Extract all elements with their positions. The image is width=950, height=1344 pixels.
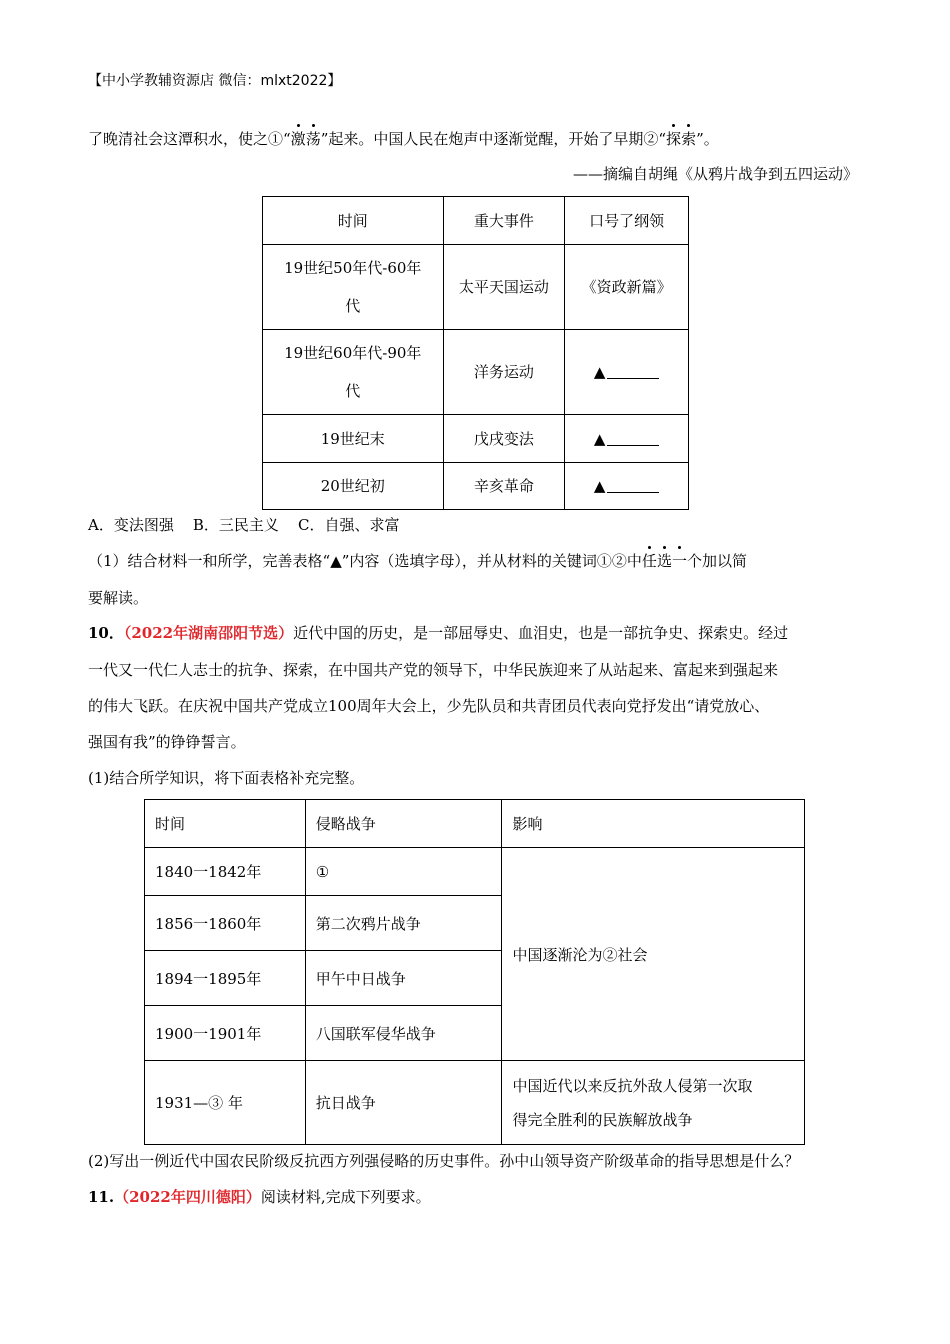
time-cell: 20世纪初 [263, 463, 444, 510]
header-note: 【中小学教辅资源店 微信：mlxt2022】 [88, 73, 342, 89]
emphasis-char: 一 [671, 552, 687, 570]
material-line [88, 128, 719, 149]
emphasis-char: 任 [641, 552, 657, 570]
war-cell: ① [305, 848, 502, 896]
event-cell: 辛亥革命 [443, 463, 565, 510]
material-text-c: ”。 [696, 130, 719, 148]
war-cell: 第二次鸦片战争 [305, 896, 502, 951]
question-10-sub1: (1)结合所学知识，将下面表格补充完整。 [88, 769, 365, 787]
question-9-1 [88, 550, 747, 571]
time-cell: 19世纪末 [263, 415, 444, 463]
question-10-line4: 强国有我”的铮铮誓言。 [88, 733, 246, 751]
slogan-cell [565, 463, 689, 510]
material-text-a: 了晚清社会这潭积水，使之①“ [88, 130, 291, 148]
source-tag: （2022年湖南邵阳节选） [123, 624, 294, 642]
table-row [263, 330, 689, 415]
emphasis-char: 选 [656, 552, 672, 570]
emphasis-char: 激 [290, 130, 306, 148]
table-header-cell: 口号了纲领 [565, 197, 689, 245]
table-header-row [263, 197, 689, 245]
table-row [145, 848, 805, 896]
event-cell: 洋务运动 [443, 330, 565, 415]
table-row [263, 463, 689, 510]
impact-cell: 中国近代以来反抗外敌人侵第一次取 得完全胜利的民族解放战争 [502, 1061, 805, 1145]
table-row [263, 245, 689, 330]
answer-blank[interactable] [607, 364, 659, 379]
table-header-row [145, 800, 805, 848]
material-source: ——摘编自胡绳《从鸦片战争到五四运动》 [572, 165, 858, 183]
source-tag: （2022年四川德阳） [114, 1188, 261, 1206]
triangle-marker: ▲ [593, 429, 606, 448]
question-text: （1）结合材料一和所学，完善表格“▲”内容（选填字母），并从材料的关键词①②中 [88, 552, 642, 570]
question-10 [88, 622, 788, 643]
table-row [263, 415, 689, 463]
table-row [145, 1061, 805, 1145]
time-cell: 1840一1842年 [145, 848, 306, 896]
emphasis-char: 索 [681, 130, 697, 148]
wars-table [144, 799, 805, 1145]
question-number: 10． [88, 624, 124, 642]
triangle-marker: ▲ [593, 363, 606, 381]
question-text: 近代中国的历史，是一部屈辱史、血泪史，也是一部抗争史、探索史。经过 [293, 624, 789, 642]
table-header-cell: 影响 [502, 800, 805, 848]
table-header-cell: 时间 [145, 800, 306, 848]
time-cell: 1856一1860年 [145, 896, 306, 951]
triangle-marker: ▲ [593, 477, 606, 495]
slogan-cell: 《资政新篇》 [565, 245, 689, 330]
table-header-cell: 侵略战争 [305, 800, 502, 848]
question-9-1-cont: 要解读。 [88, 589, 149, 607]
answer-options: A．变法图强 B．三民主义 C．自强、求富 [88, 516, 400, 534]
war-cell: 八国联军侵华战争 [305, 1006, 502, 1061]
emphasis-char: 探 [666, 130, 682, 148]
question-11 [88, 1186, 431, 1207]
material-text-b: ”起来。中国人民在炮声中逐渐觉醒，开始了早期②“ [320, 130, 667, 148]
answer-blank[interactable] [607, 431, 659, 446]
emphasis-char: 荡 [305, 130, 321, 148]
war-cell: 抗日战争 [305, 1061, 502, 1145]
time-cell: 19世纪60年代-90年 代 [263, 330, 444, 415]
impact-merged-cell: 中国逐渐沦为②社会 [502, 848, 805, 1061]
time-cell: 19世纪50年代-60年 代 [263, 245, 444, 330]
question-text: 阅读材料,完成下列要求。 [260, 1188, 431, 1206]
slogan-cell [565, 415, 689, 463]
event-cell: 戊戌变法 [443, 415, 565, 463]
answer-blank[interactable] [607, 478, 659, 493]
war-cell: 甲午中日战争 [305, 951, 502, 1006]
question-10-line2: 一代又一代仁人志士的抗争、探索，在中国共产党的领导下，中华民族迎来了从站起来、富起来到强起来 [88, 661, 779, 679]
event-cell: 太平天国运动 [443, 245, 565, 330]
question-10-line3: 的伟大飞跃。在庆祝中国共产党成立100周年大会上，少先队员和共青团员代表向党抒发出“请党放心、 [88, 697, 770, 715]
time-cell: 1931—③ 年 [145, 1061, 306, 1145]
time-cell: 1900一1901年 [145, 1006, 306, 1061]
table-header-cell: 重大事件 [443, 197, 565, 245]
events-table [262, 196, 689, 510]
table-header-cell: 时间 [263, 197, 444, 245]
question-text: 个加以简 [686, 552, 747, 570]
question-number: 11. [88, 1188, 115, 1206]
question-10-sub2: (2)写出一例近代中国农民阶级反抗西方列强侵略的历史事件。孙中山领导资产阶级革命的指导思想是什么？ [88, 1152, 800, 1170]
time-cell: 1894一1895年 [145, 951, 306, 1006]
slogan-cell [565, 330, 689, 415]
